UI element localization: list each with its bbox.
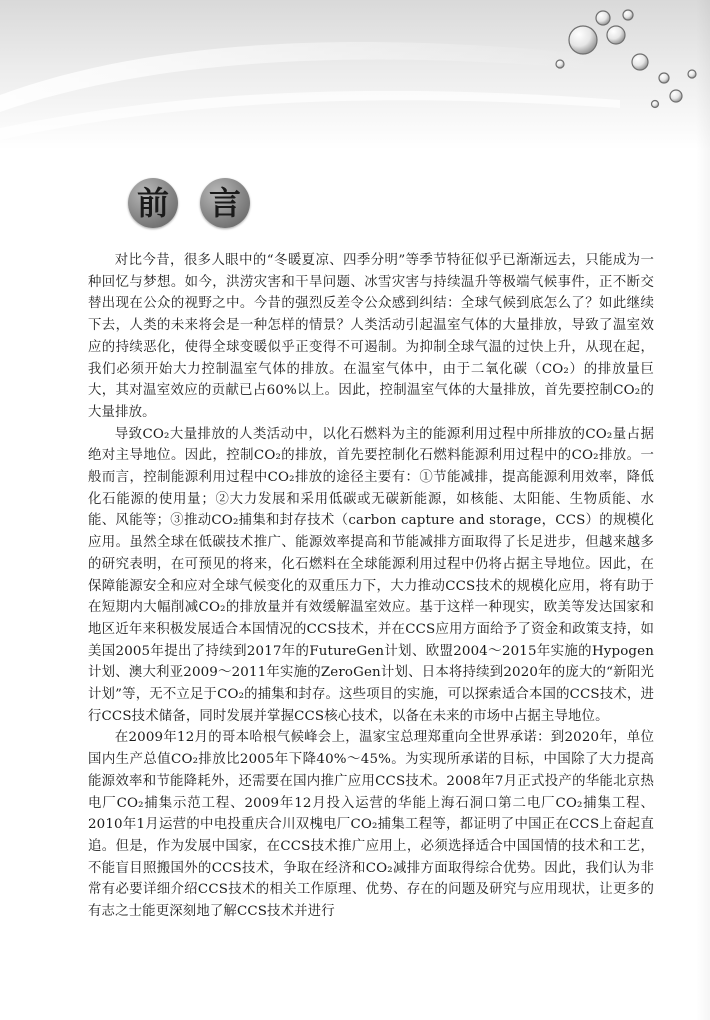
bubbles-decoration-icon xyxy=(0,0,710,150)
page-title xyxy=(128,178,250,228)
title-char-1: 前 xyxy=(128,178,178,228)
bubble-7 xyxy=(670,90,682,102)
bubble-5 xyxy=(632,54,648,70)
bubble-3 xyxy=(596,11,610,25)
paragraph-3: 在2009年12月的哥本哈根气候峰会上，温家宝总理郑重向全世界承诺：到2020年，单位国内生产总值CO₂排放比2005年下降40%～45%。为实现所承诺的目标，中国除了大力提高能源效率和节能降耗外，还需要在国内推广应用CCS技术。2008年7月正式投产的华能北京热电厂CO₂捕集示范工程、2009年12月投入运营的华能上海石洞口第二电厂CO₂捕集工程、2010年1月运营的中电投重庆合川双槐电厂CO₂捕集工程等，都证明了中国正在CCS上奋起直追。但是，作为发展中国家，在CCS技术推广应用上，必须选择适合中国国情的技术和工艺，不能盲目照搬国外的CCS技术，争取在经济和CO₂减排方面取得综合优势。因此，我们认为非常有必要详细介绍CCS技术的相关工作原理、优势、存在的问题及研究与应用现状，让更多的有志之士能更深刻地了解CCS技术并进行 xyxy=(88,730,654,920)
preface-body xyxy=(88,250,654,923)
bubble-8 xyxy=(688,70,696,78)
paragraph-2: 导致CO₂大量排放的人类活动中，以化石燃料为主的能源利用过程中所排放的CO₂量占据绝对主导地位。因此，控制CO₂的排放，首先要控制化石燃料能源利用过程中的CO₂排放。一般而言，控制能源利用过程中CO₂排放的途径主要有：①节能减排，提高能源利用效率，降低化石能源的使用量；②大力发展和采用低碳或无碳新能源，如核能、太阳能、生物质能、水能、风能等；③推动CO₂捕集和封存技术（carbon capture and storage，CCS）的规模化应用。虽然全球在低碳技术推广、能源效率提高和节能减排方面取得了长足进步，但越来越多的研究表明，在可预见的将来，化石燃料在全球能源利用过程中仍将占据主导地位。因此，在保障能源安全和应对全球气候变化的双重压力下，大力推动CCS技术的规模化应用，将有助于在短期内大幅削减CO₂的排放量并有效缓解温室效应。基于这样一种现实，欧美等发达国家和地区近年来积极发展适合本国情况的CCS技术，并在CCS应用方面给予了资金和政策支持，如美国2005年提出了持续到2017年的FutureGen计划、欧盟2004～2015年实施的Hypogen计划、澳大利亚2009～2011年实施的ZeroGen计划、日本将持续到2020年的庞大的“新阳光计划”等，无不立足于CO₂的捕集和封存。这些项目的实施，可以探索适合本国的CCS技术，进行CCS技术储备，同时发展并掌握CCS核心技术，以备在未来的市场中占据主导地位。 xyxy=(88,426,654,724)
bubble-10 xyxy=(556,60,564,68)
header-decoration xyxy=(0,0,710,150)
bubble-2 xyxy=(607,26,625,44)
title-char-2: 言 xyxy=(200,178,250,228)
bubble-9 xyxy=(652,101,659,108)
bubble-6 xyxy=(659,73,669,83)
page-edge-shadow xyxy=(696,0,710,1020)
bubble-1 xyxy=(569,26,597,54)
bubble-4 xyxy=(623,10,633,20)
paragraph-1: 对比今昔，很多人眼中的“冬暖夏凉、四季分明”等季节特征似乎已渐渐远去，只能成为一种回忆与梦想。如今，洪涝灾害和干旱问题、冰雪灾害与持续温升等极端气候事件，正不断交替出现在公众的视野之中。今昔的强烈反差令公众感到纠结：全球气候到底怎么了？如此继续下去，人类的未来将会是一种怎样的情景？人类活动引起温室气体的大量排放，导致了温室效应的持续恶化，使得全球变暖似乎正变得不可遏制。为抑制全球气温的过快上升，从现在起，我们必须开始大力控制温室气体的排放。在温室气体中，由于二氧化碳（CO₂）的排放量巨大，其对温室效应的贡献已占60%以上。因此，控制温室气体的大量排放，首先要控制CO₂的大量排放。 xyxy=(88,253,654,420)
header-swoosh-2 xyxy=(0,91,620,140)
